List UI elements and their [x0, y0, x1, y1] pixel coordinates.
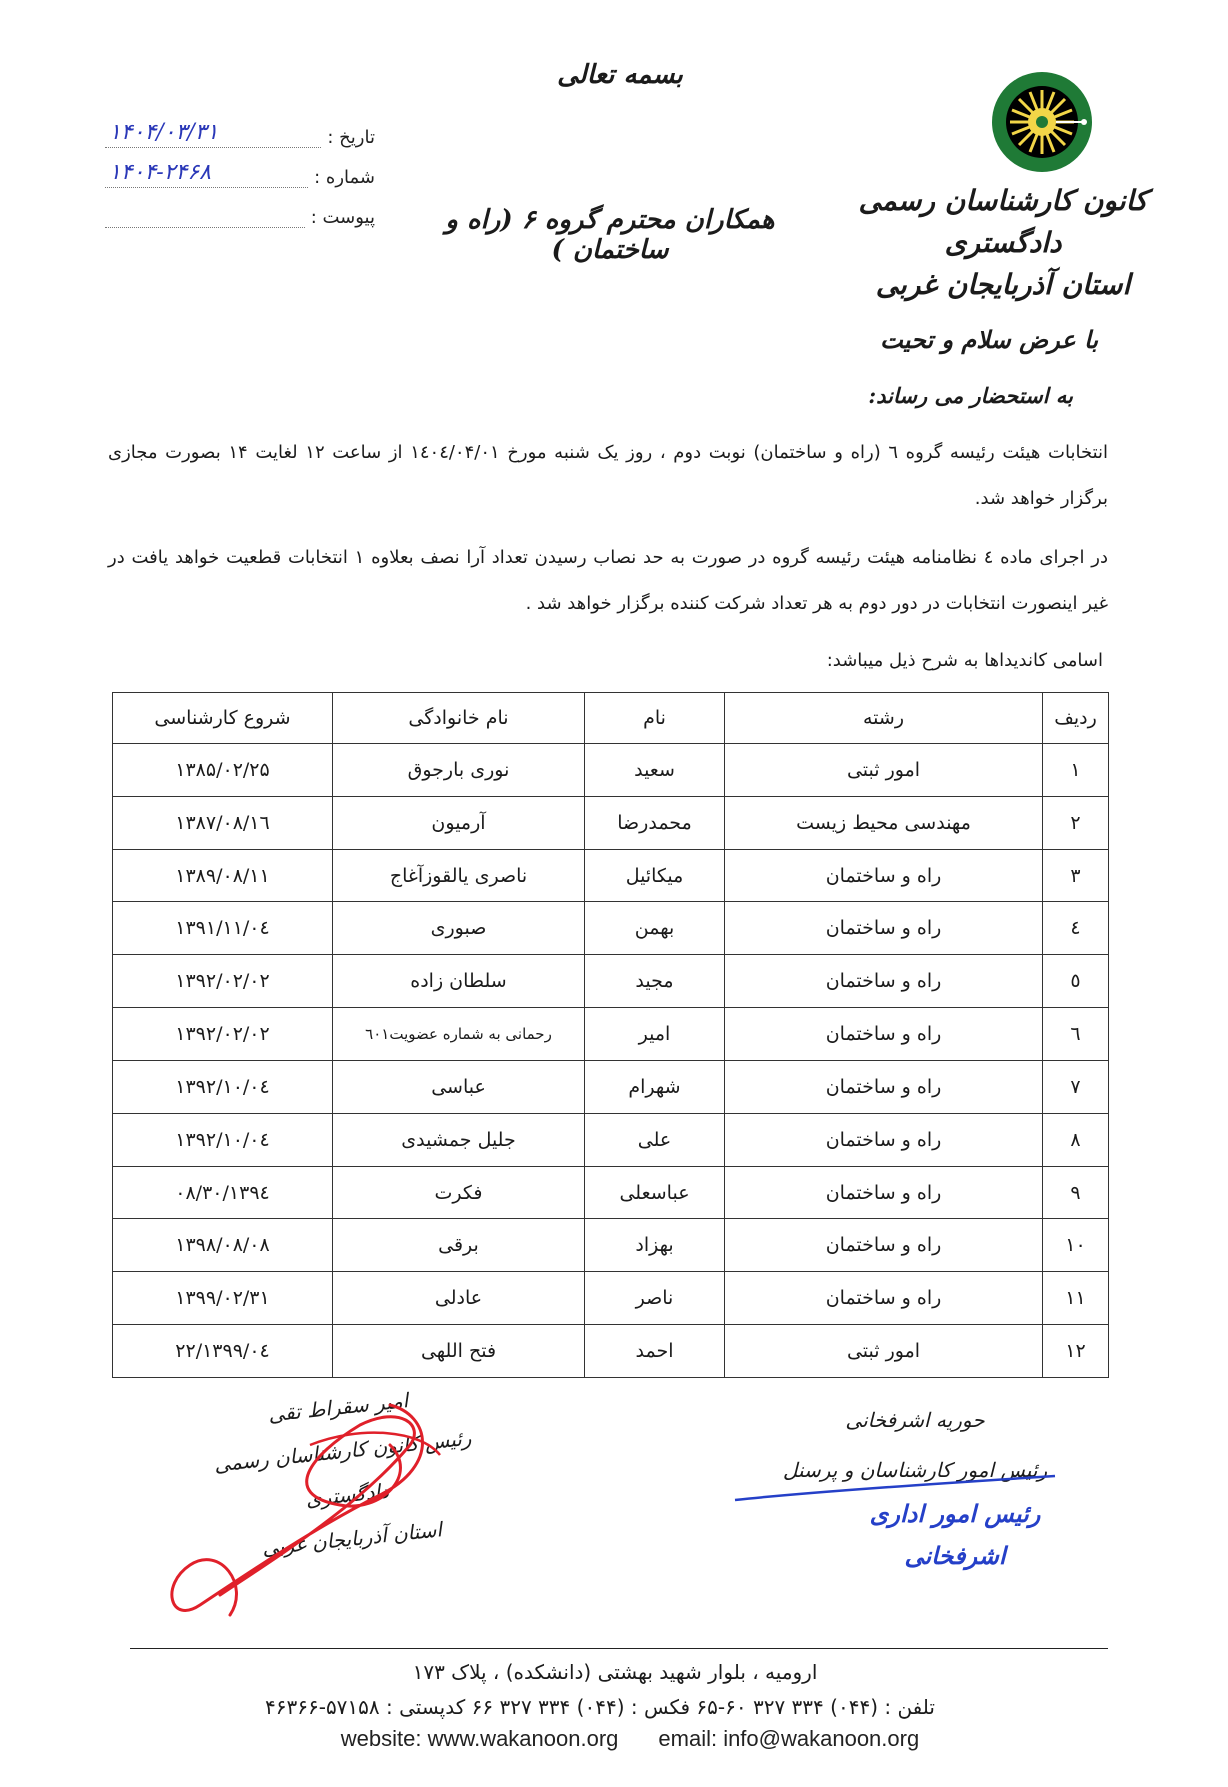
date-label: تاریخ : [327, 127, 375, 148]
start-date: ۱۳۹۲/۱۰/۰٤ [113, 1113, 333, 1166]
row-number: ٦ [1043, 1008, 1109, 1061]
first-name: علی [585, 1113, 725, 1166]
first-name: احمد [585, 1325, 725, 1378]
staff-manager-name: حوریه اشرفخانی [845, 1408, 985, 1432]
table-row [113, 1113, 1109, 1166]
staff-manager-title: رئیس امور کارشناسان و پرسنل [782, 1458, 1048, 1482]
row-number: ٥ [1043, 955, 1109, 1008]
footer-contact: تلفن : (۰۴۴) ۳۳۴ ۳۲۷ ۶۰-۶۵ فکس : (۰۴۴) ۳۳۴ ۳۲۷ ۶۶ کدپستی : ۵۷۱۵۸-۴۶۳۶۶ [265, 1695, 935, 1719]
footer-address: ارومیه ، بلوار شهید بهشتی (دانشکده) ، پلاک ۱۷۳ [412, 1660, 818, 1684]
start-date: ۱۳۸۵/۰۲/۲۵ [113, 744, 333, 797]
table-row [113, 902, 1109, 955]
last-name: فتح اللهی [333, 1325, 585, 1378]
table-row [113, 1272, 1109, 1325]
row-number: ۹ [1043, 1166, 1109, 1219]
attachment-label: پیوست : [310, 207, 375, 228]
header-field: رشته [725, 693, 1043, 744]
last-name: نوری بارجوق [333, 744, 585, 797]
candidates-title: اسامی کاندیداها به شرح ذیل میباشد: [826, 650, 1103, 671]
last-name: عادلی [333, 1272, 585, 1325]
header-last-name: نام خانوادگی [333, 693, 585, 744]
field: راه و ساختمان [725, 1219, 1043, 1272]
first-name: مجید [585, 955, 725, 1008]
table-row [113, 1060, 1109, 1113]
last-name: سلطان زاده [333, 955, 585, 1008]
field: راه و ساختمان [725, 1060, 1043, 1113]
start-date: ۱۳۹٤/۰۸/۳۰ [113, 1166, 333, 1219]
row-number: ۲ [1043, 796, 1109, 849]
greeting-line1: با عرض سلام و تحیت [880, 325, 1098, 354]
last-name: جلیل جمشیدی [333, 1113, 585, 1166]
table-row [113, 1008, 1109, 1061]
organization-logo [990, 70, 1094, 174]
start-date: ۱۳۸۹/۰۸/۱۱ [113, 849, 333, 902]
table-header-row [113, 693, 1109, 744]
bismillah-heading: بسمه تعالی [557, 60, 683, 90]
field: راه و ساختمان [725, 902, 1043, 955]
first-name: بهمن [585, 902, 725, 955]
paragraph-election-rules: در اجرای ماده ٤ نظامنامه هیئت رئیسه گروه در صورت به حد نصاب رسیدن تعداد آرا نصف بعلاوه ۱ انتخابات قطعیت خواهد یافت در غیر اینصورت انتخابات در دور دوم به هر تعداد شرکت کننده برگزار خواهد شد . [108, 547, 1108, 614]
greeting-line2: به استحضار می رساند: [868, 383, 1073, 408]
president-name: امیر سقراط تقی [267, 1388, 410, 1427]
field: راه و ساختمان [725, 1113, 1043, 1166]
start-date: ۱۳۹۲/۰۲/۰۲ [113, 955, 333, 1008]
field: راه و ساختمان [725, 1272, 1043, 1325]
table-row [113, 744, 1109, 797]
last-name: فکرت [333, 1166, 585, 1219]
admin-stamp [835, 1493, 1075, 1577]
first-name: ناصر [585, 1272, 725, 1325]
start-date: ۱۳۹۹/۰۲/۳۱ [113, 1272, 333, 1325]
date-row [105, 118, 375, 148]
footer-web [280, 1726, 980, 1752]
number-label: شماره : [314, 167, 375, 188]
last-name: آرمیون [333, 796, 585, 849]
field: امور ثبتی [725, 744, 1043, 797]
table-row [113, 1325, 1109, 1378]
field: راه و ساختمان [725, 1008, 1043, 1061]
row-number: ۱۱ [1043, 1272, 1109, 1325]
sun-emblem-icon [990, 70, 1094, 174]
row-number: ۱ [1043, 744, 1109, 797]
table-row [113, 1219, 1109, 1272]
header-start-date: شروع کارشناسی [113, 693, 333, 744]
number-row [105, 158, 375, 188]
last-name: صبوری [333, 902, 585, 955]
addressee: همکاران محترم گروه ۶ (راه و ساختمان ) [445, 205, 775, 265]
paragraph-election-schedule: انتخابات هیئت رئیسه گروه ٦ (راه و ساختمان) نوبت دوم ، روز یک شنبه مورخ ۱٤۰٤/۰۴/۰۱ از ساعت ۱۲ لغایت ۱۴ بصورت مجازی برگزار خواهد شد. [108, 442, 1109, 509]
number-value: ۱۴۰۴-۲۴۶۸ [109, 160, 211, 185]
start-date: ۱۳۹۹/۰٤/۲۲ [113, 1325, 333, 1378]
red-signature-scribble [160, 1385, 460, 1630]
footer-divider [130, 1648, 1108, 1649]
organization-name [838, 180, 1168, 306]
attachment-field [105, 203, 305, 228]
date-field [105, 120, 321, 148]
start-date: ۱۳۹۱/۱۱/۰٤ [113, 902, 333, 955]
number-field [105, 160, 308, 188]
first-name: میکائیل [585, 849, 725, 902]
website-link[interactable]: website: www.wakanoon.org [340, 1726, 619, 1751]
row-number: ۸ [1043, 1113, 1109, 1166]
first-name: شهرام [585, 1060, 725, 1113]
stamp-title: رئیس امور اداری [869, 1499, 1041, 1528]
start-date: ۱۳۹۸/۰۸/۰۸ [113, 1219, 333, 1272]
start-date: ۱۳۹۲/۱۰/۰٤ [113, 1060, 333, 1113]
start-date: ۱۳۹۲/۰۲/۰۲ [113, 1008, 333, 1061]
table-row [113, 849, 1109, 902]
row-number: ۱۲ [1043, 1325, 1109, 1378]
table-row [113, 796, 1109, 849]
last-name: برقی [333, 1219, 585, 1272]
field: راه و ساختمان [725, 955, 1043, 1008]
header-row-number: ردیف [1043, 693, 1109, 744]
candidates-table [112, 692, 1109, 1378]
start-date: ۱۳۸۷/۰۸/۱٦ [113, 796, 333, 849]
row-number: ۱۰ [1043, 1219, 1109, 1272]
first-name: سعید [585, 744, 725, 797]
field: راه و ساختمان [725, 1166, 1043, 1219]
table-row [113, 1166, 1109, 1219]
last-name: عباسی [333, 1060, 585, 1113]
president-province: استان آذربایجان غربی [260, 1517, 443, 1561]
row-number: ۷ [1043, 1060, 1109, 1113]
first-name: محمدرضا [585, 796, 725, 849]
first-name: امیر [585, 1008, 725, 1061]
first-name: بهزاد [585, 1219, 725, 1272]
field: مهندسی محیط زیست [725, 796, 1043, 849]
attachment-row [105, 198, 375, 228]
field: امور ثبتی [725, 1325, 1043, 1378]
first-name: عباسعلی [585, 1166, 725, 1219]
row-number: ٤ [1043, 902, 1109, 955]
last-name: ناصری یالقوزآغاج [333, 849, 585, 902]
org-name-line2: استان آذربایجان غربی [875, 268, 1131, 301]
field: راه و ساختمان [725, 849, 1043, 902]
last-name: رحمانی به شماره عضویت٦۰۱ [333, 1008, 585, 1061]
email-link[interactable]: email: info@wakanoon.org [658, 1726, 920, 1751]
date-value: ۱۴۰۴/۰۳/۳۱ [109, 120, 219, 145]
header-first-name: نام [585, 693, 725, 744]
row-number: ۳ [1043, 849, 1109, 902]
president-title: رئیس کانون کارشناسان رسمی دادگستری [212, 1425, 473, 1512]
stamp-name: اشرفخانی [904, 1541, 1006, 1570]
org-name-line1: کانون کارشناسان رسمی دادگستری [858, 184, 1148, 259]
table-row [113, 955, 1109, 1008]
